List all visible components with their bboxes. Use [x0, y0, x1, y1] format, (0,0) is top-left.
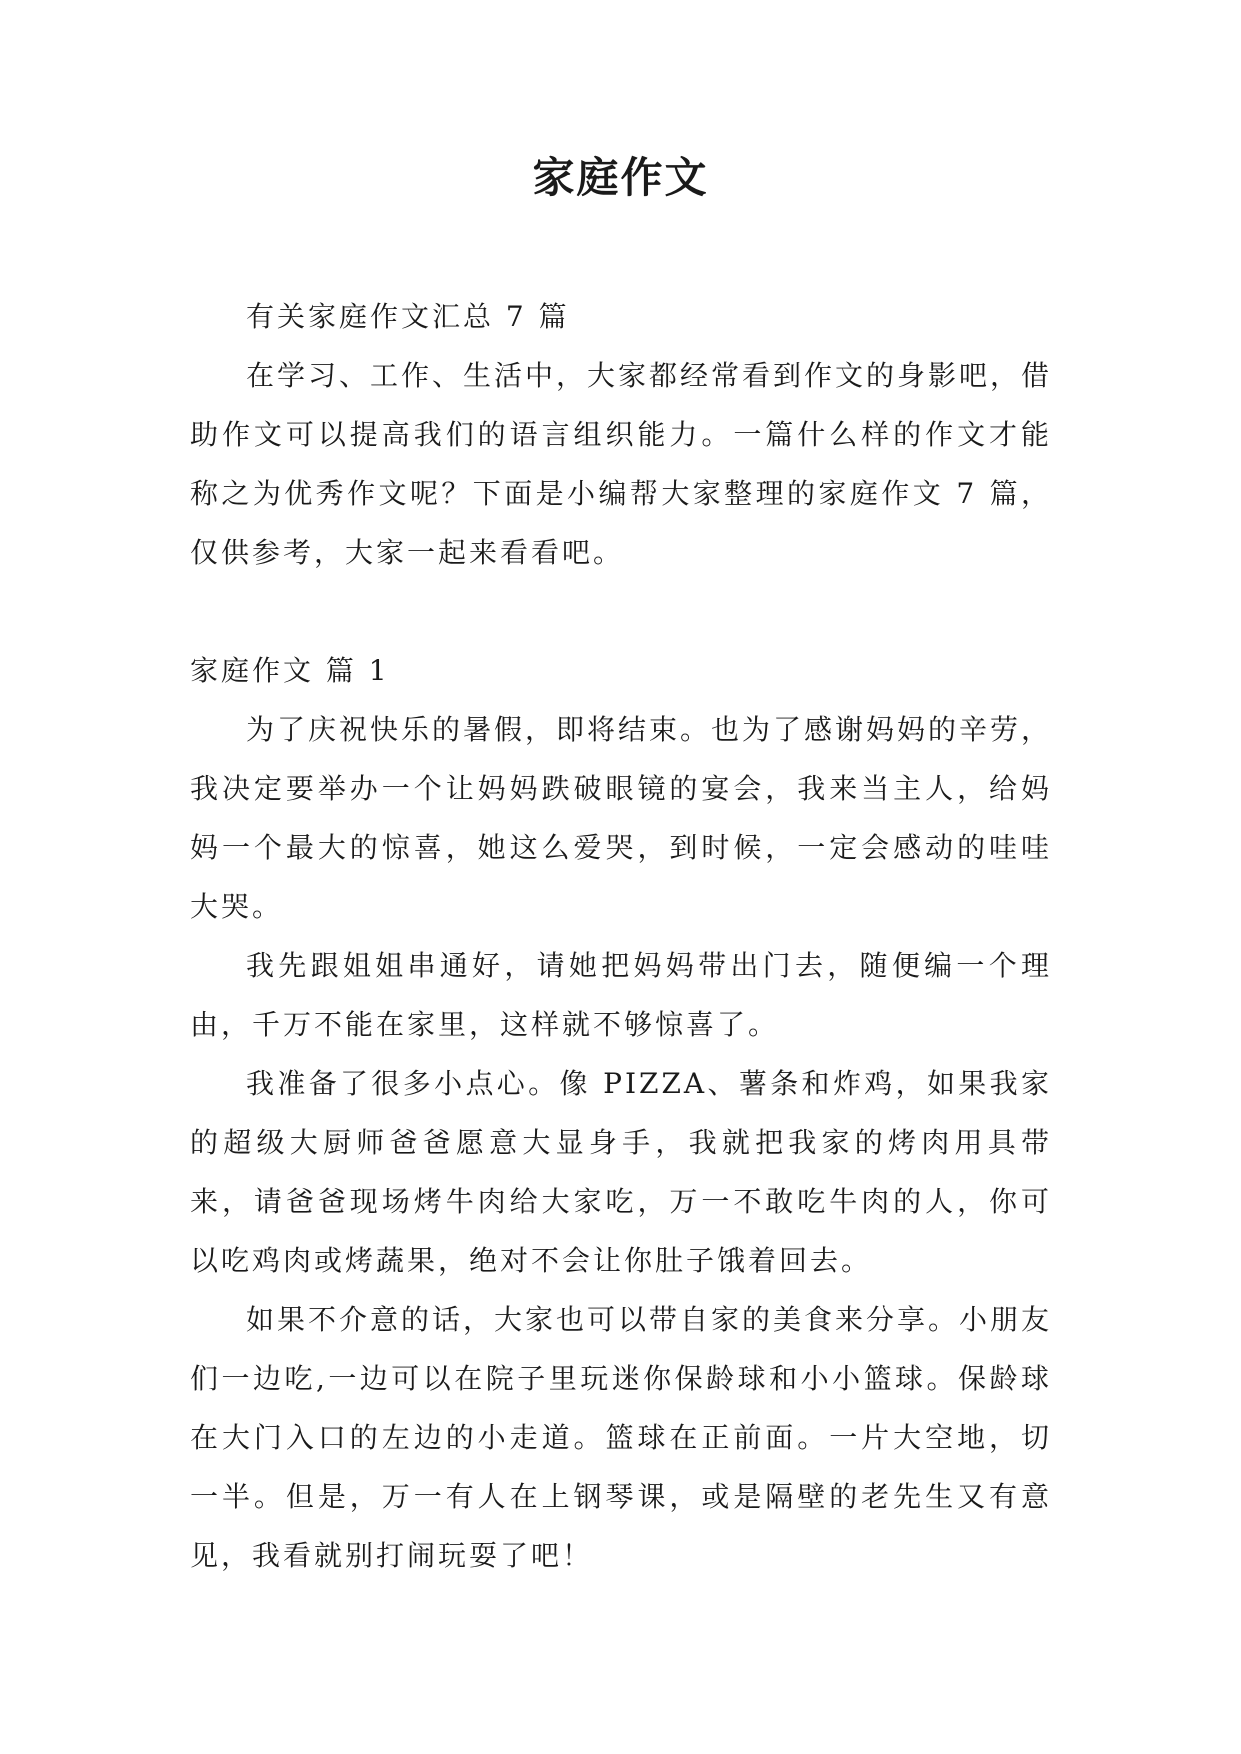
document-title: 家庭作文: [532, 153, 709, 202]
document-body: [190, 287, 1052, 1585]
body-paragraph: 我准备了很多小点心。像 PIZZA、薯条和炸鸡，如果我家的超级大厨师爸爸愿意大显身手，我就把我家的烤肉用具带来，请爸爸现场烤牛肉给大家吃，万一不敢吃牛肉的人，你可以吃鸡肉或烤蔬果，绝对不会让你肚子饿着回去。: [190, 1067, 1052, 1277]
body-paragraph: 我先跟姐姐串通好，请她把妈妈带出门去，随便编一个理由，千万不能在家里，这样就不够惊喜了。: [190, 949, 1052, 1041]
section-heading: 家庭作文 篇 1: [190, 654, 390, 687]
intro-paragraph: 在学习、工作、生活中，大家都经常看到作文的身影吧，借助作文可以提高我们的语言组织能力。一篇什么样的作文才能称之为优秀作文呢？下面是小编帮大家整理的家庭作文 7 篇，仅供参考，大家一起来看看吧。: [190, 359, 1053, 569]
body-paragraph: 为了庆祝快乐的暑假，即将结束。也为了感谢妈妈的辛劳，我决定要举办一个让妈妈跌破眼镜的宴会，我来当主人，给妈妈一个最大的惊喜，她这么爱哭，到时候，一定会感动的哇哇大哭。: [190, 713, 1053, 923]
body-paragraph: 如果不介意的话，大家也可以带自家的美食来分享。小朋友们一边吃,一边可以在院子里玩迷你保龄球和小小篮球。保龄球在大门入口的左边的小走道。篮球在正前面。一片大空地，切一半。但是，万一有人在上钢琴课，或是隔壁的老先生又有意见，我看就别打闹玩耍了吧！: [190, 1303, 1053, 1572]
document-subtitle: 有关家庭作文汇总 7 篇: [246, 300, 570, 333]
section-spacer: [190, 582, 1052, 641]
